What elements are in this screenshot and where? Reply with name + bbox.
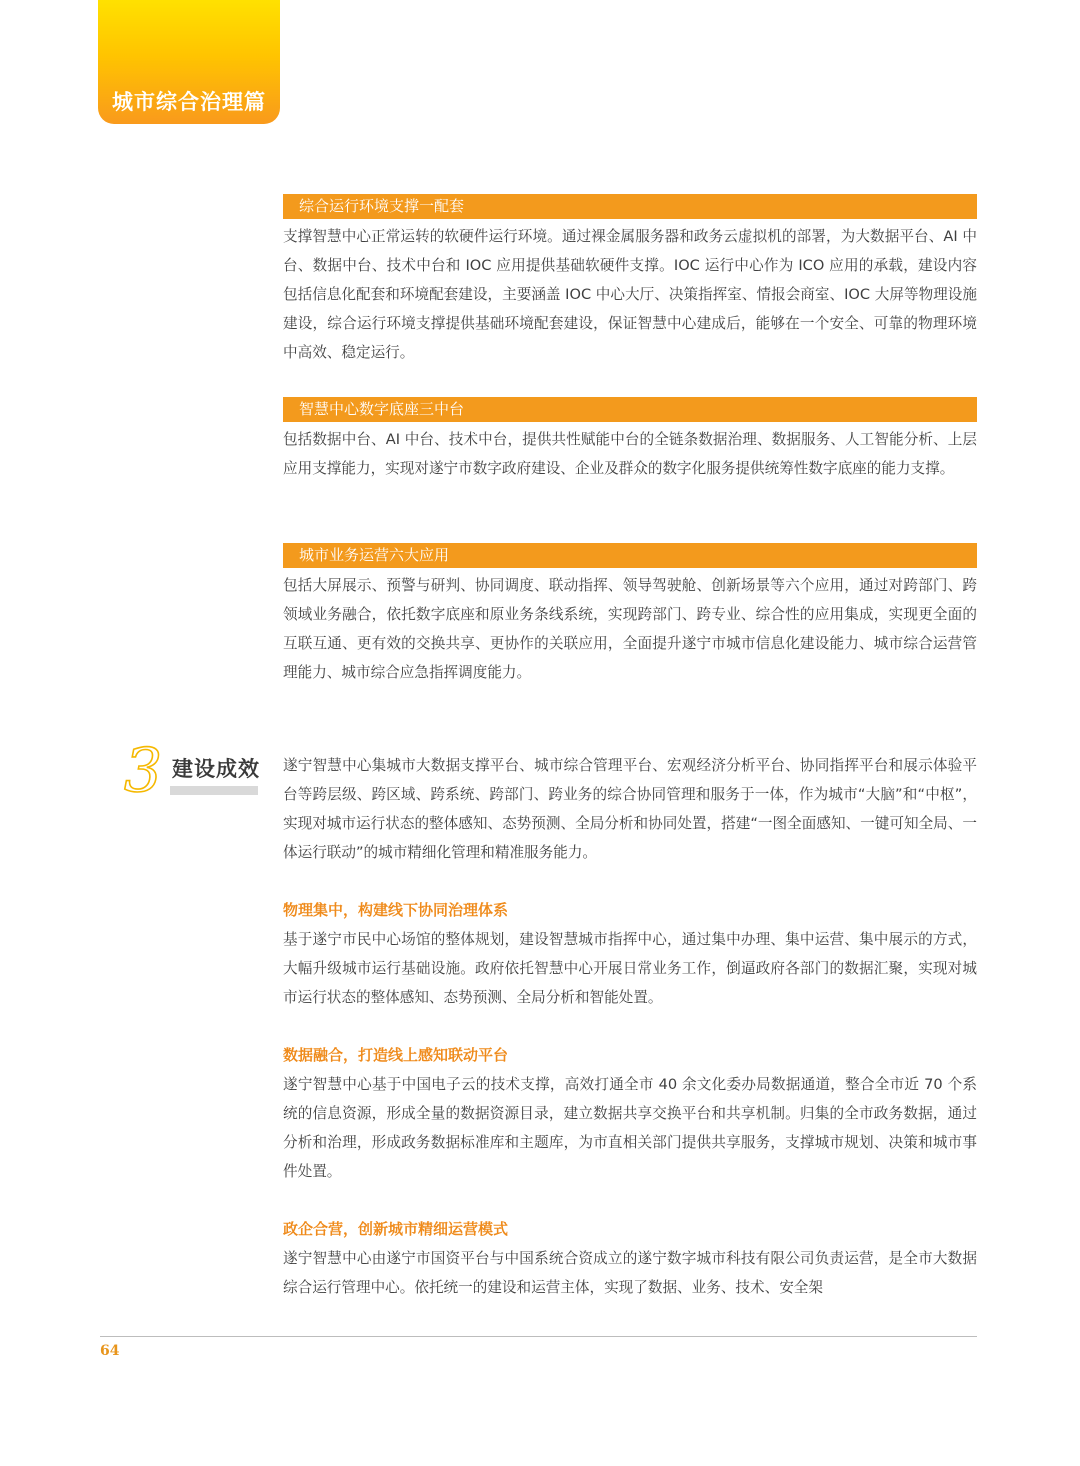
chapter-tab	[98, 0, 280, 124]
chapter-title: 城市综合治理篇	[112, 90, 266, 114]
section-text-environment: 支撑智慧中心正常运转的软硬件运行环境。通过裸金属服务器和政务云虚拟机的部署，为大数据平台、AI 中台、数据中台、技术中台和 IOC 应用提供基础软硬件支撑。IOC 运行中心作为 ICO 应用的承载，建设内容包括信息化配套和环境配套建设，主要涵盖 IOC 中心大厅、决策指挥室、情报会商室、IOC 大屏等物理设施建设，综合运行环境支撑提供基础环境配套建设，保证智慧中心建成后，能够在一个安全、可靠的物理环境中高效、稳定运行。	[283, 228, 977, 361]
results-intro: 遂宁智慧中心集城市大数据支撑平台、城市综合管理平台、宏观经济分析平台、协同指挥平台和展示体验平台等跨层级、跨区域、跨系统、跨部门、跨业务的综合协同管理和服务于一体，作为城市“大脑”和“中枢”，实现对城市运行状态的整体感知、态势预测、全局分析和协同处置，搭建“一图全面感知、一键可知全局、一体运行联动”的城市精细化管理和精准服务能力。	[283, 757, 977, 861]
page-number: 64	[100, 1343, 120, 1359]
results-item-title: 政企合营，创新城市精细运营模式	[283, 1220, 509, 1238]
results-item-text: 基于遂宁市民中心场馆的整体规划，建设智慧城市指挥中心，通过集中办理、集中运营、集中展示的方式，大幅升级城市运行基础设施。政府依托智慧中心开展日常业务工作，倒逼政府各部门的数据汇聚，实现对城市运行状态的整体感知、态势预测、全局分析和智能处置。	[283, 931, 977, 1006]
section-number-glyph: 3	[124, 737, 163, 799]
results-heading: 建设成效	[172, 757, 260, 781]
section-text-digital-base: 包括数据中台、AI 中台、技术中台，提供共性赋能中台的全链条数据治理、数据服务、人工智能分析、上层应用支撑能力，实现对遂宁市数字政府建设、企业及群众的数字化服务提供统筹性数字底座的能力支撑。	[283, 431, 977, 477]
results-heading-underline	[170, 786, 258, 795]
section-bar-applications: 城市业务运营六大应用	[283, 543, 977, 568]
results-item-text: 遂宁智慧中心基于中国电子云的技术支撑，高效打通全市 40 余文化委办局数据通道，整合全市近 70 个系统的信息资源，形成全量的数据资源目录，建立数据共享交换平台和共享机制。归集的全市政务数据，通过分析和治理，形成政务数据标准库和主题库，为市直相关部门提供共享服务，支撑城市规划、决策和城市事件处置。	[283, 1076, 977, 1180]
results-item-title: 物理集中，构建线下协同治理体系	[283, 901, 509, 919]
results-item-text: 遂宁智慧中心由遂宁市国资平台与中国系统合资成立的遂宁数字城市科技有限公司负责运营，是全市大数据综合运行管理中心。依托统一的建设和运营主体，实现了数据、业务、技术、安全架	[283, 1250, 977, 1296]
section-number-3	[122, 737, 170, 799]
results-item-title: 数据融合，打造线上感知联动平台	[283, 1046, 509, 1064]
section-text-applications: 包括大屏展示、预警与研判、协同调度、联动指挥、领导驾驶舱、创新场景等六个应用，通过对跨部门、跨领域业务融合，依托数字底座和原业务条线系统，实现跨部门、跨专业、综合性的应用集成，实现更全面的互联互通、更有效的交换共享、更协作的关联应用，全面提升遂宁市城市信息化建设能力、城市综合运营管理能力、城市综合应急指挥调度能力。	[283, 577, 977, 681]
section-bar-environment: 综合运行环境支撑一配套	[283, 194, 977, 219]
footer-divider	[100, 1336, 977, 1337]
section-bar-digital-base: 智慧中心数字底座三中台	[283, 397, 977, 422]
